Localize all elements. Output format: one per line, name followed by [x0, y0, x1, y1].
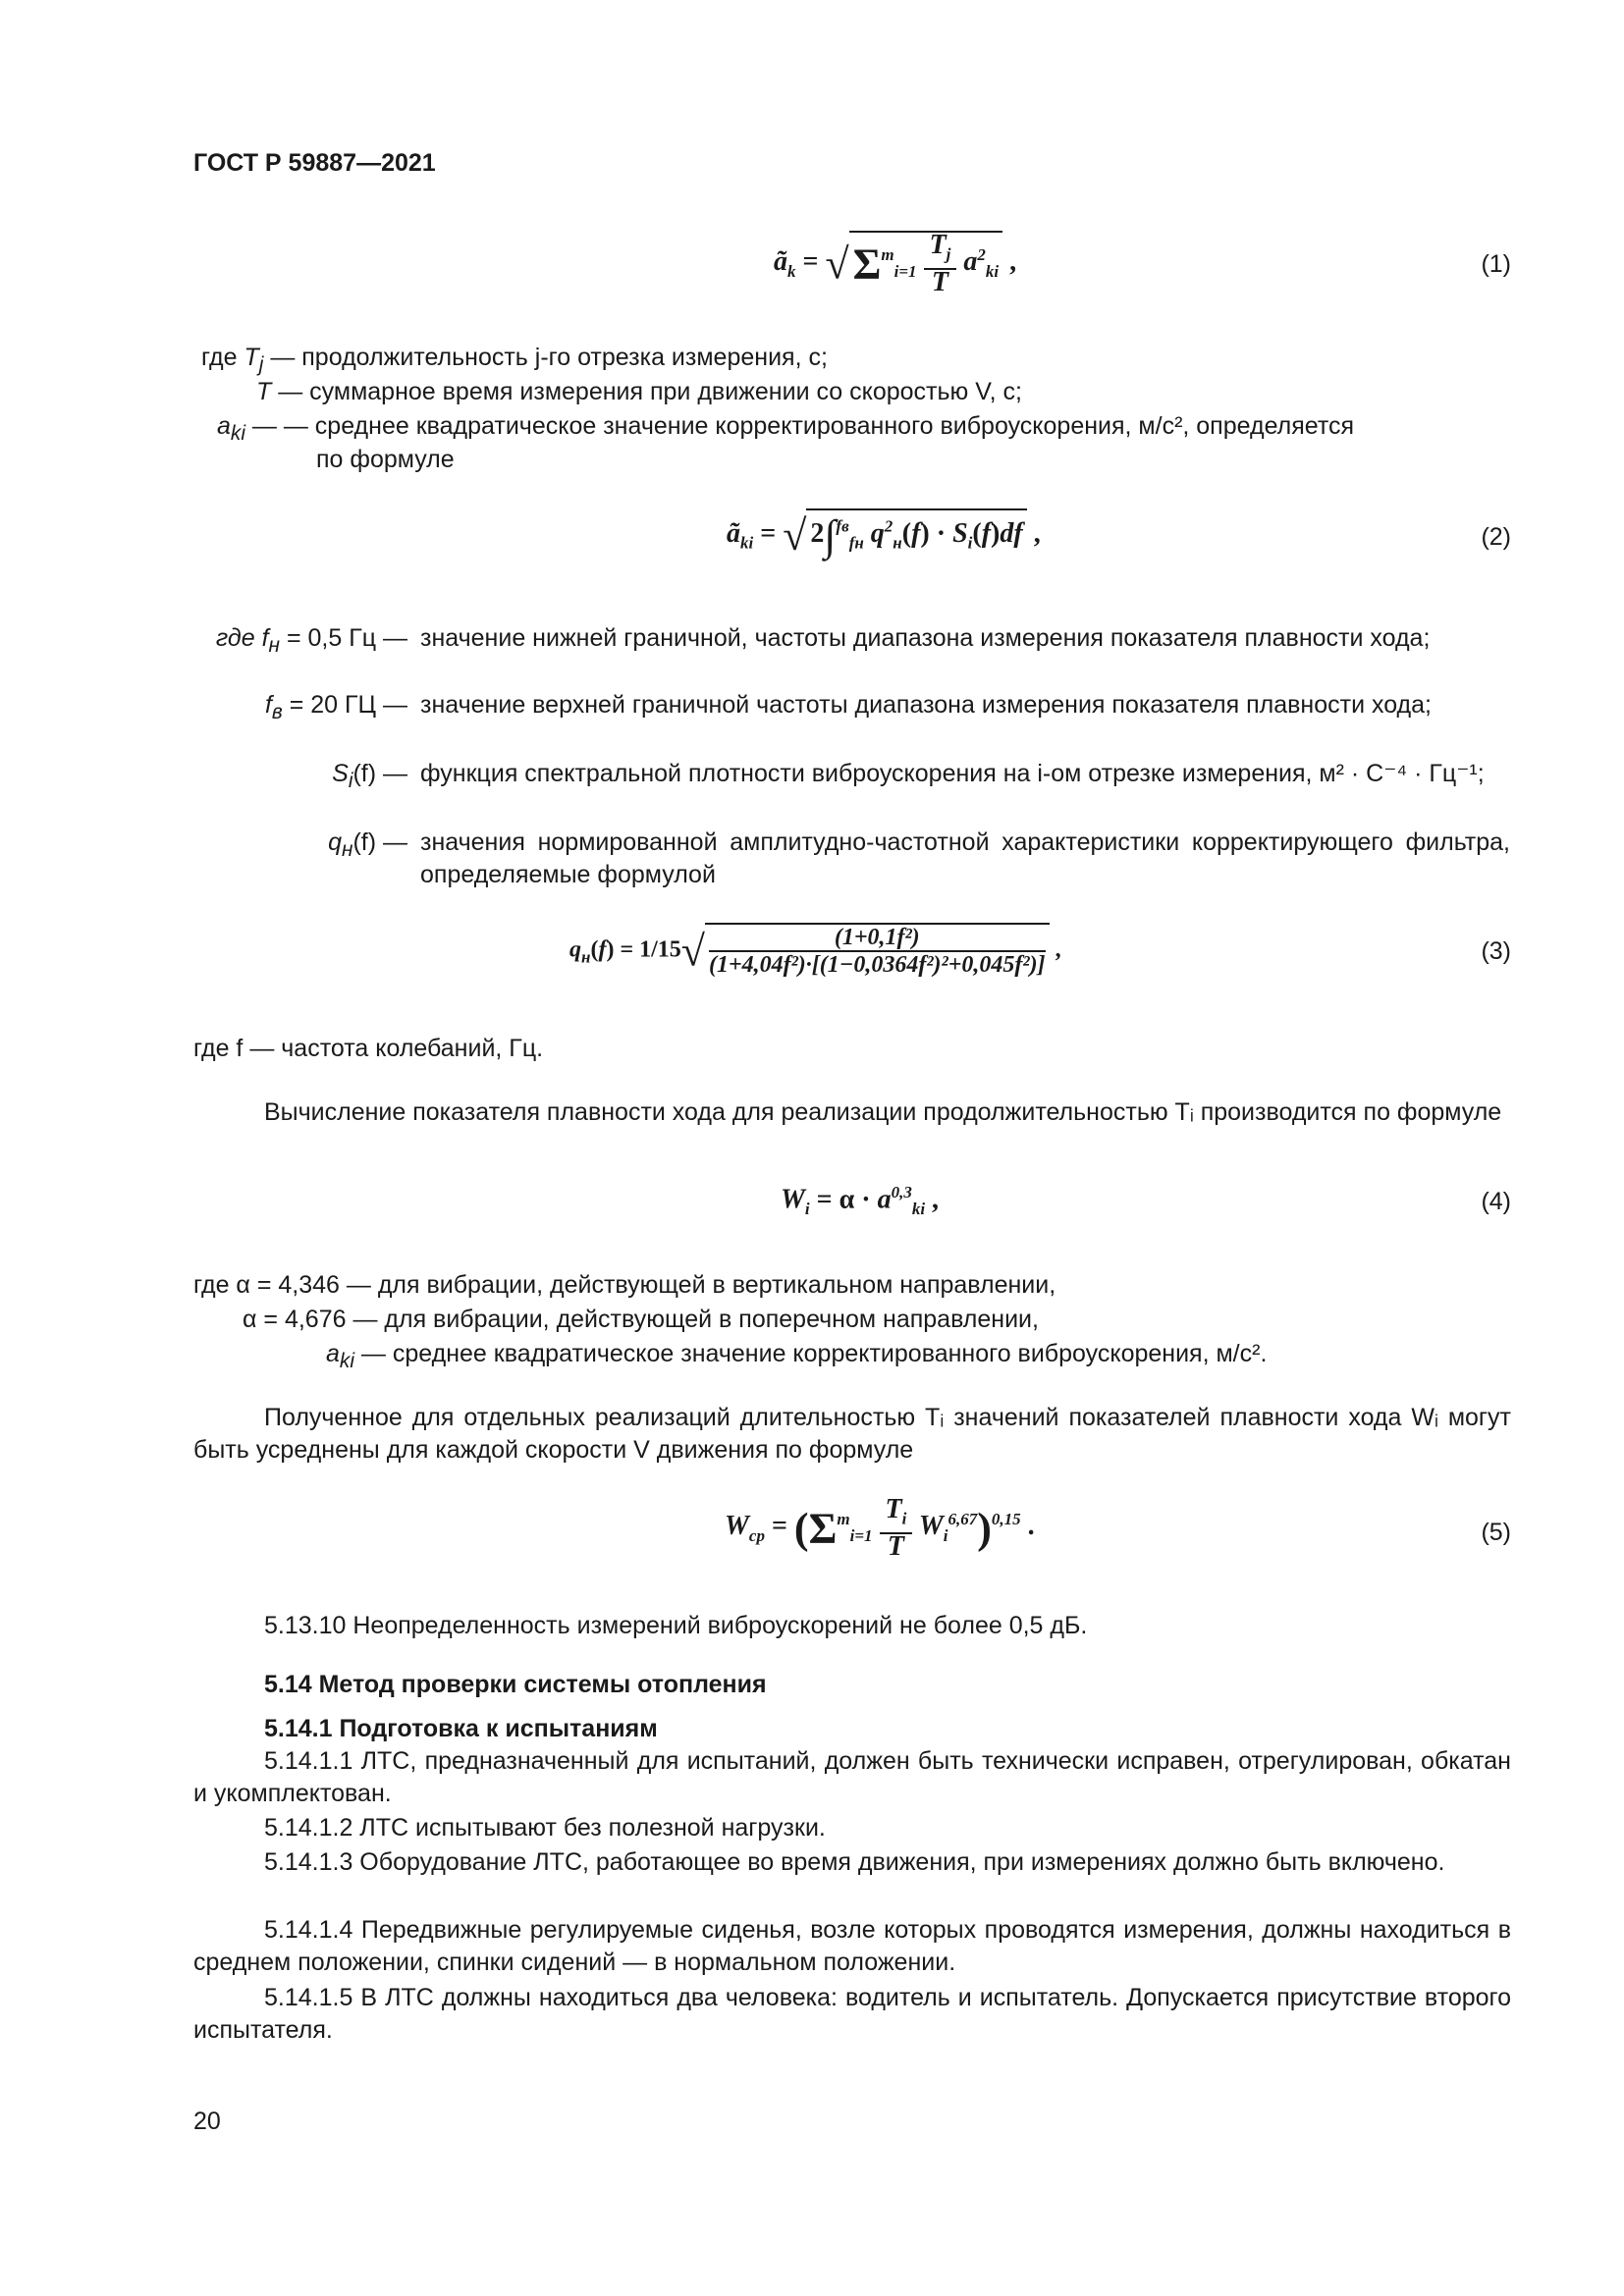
equation-number: (5)	[1481, 1519, 1511, 1546]
equation-1: $ã_k = √\Sigma^m_{i=1}$ $\frac{T_j}{T}$ $a^2_{ki}$ ,	[774, 230, 1017, 297]
def-fn-text: значение нижней граничной, частоты диапазона измерения показателя плавности хода;	[420, 624, 1431, 652]
equation-number: (3)	[1481, 937, 1511, 965]
def-qn-text: значения нормированной амплитудно-частотной характеристики корректирующего фильтра, определяемые формулой	[420, 828, 1510, 888]
equation-number: (1)	[1481, 250, 1511, 278]
clause-5-14-1-1: 5.14.1.1 ЛТС, предназначенный для испытаний, должен быть технически исправен, отрегулирован, обкатан и укомплектован.	[193, 1747, 1511, 1807]
page-header: ГОСТ Р 59887—2021	[193, 149, 436, 177]
def-aki: $a_{ki}$ — — среднее квадратическое значение корректированного виброускорения, м/с², определяется	[217, 412, 1355, 445]
def-si-label: $S_i(f)$ —	[332, 760, 407, 792]
clause-5-14-1-4: 5.14.1.4 Передвижные регулируемые сиденья, возле которых проводятся измерения, должны находиться в среднем положении, спинки сидений — в нормальном положении.	[193, 1916, 1511, 1976]
clause-5-14-1-3: 5.14.1.3 Оборудование ЛТС, работающее во время движения, при измерениях должно быть включено.	[264, 1848, 1445, 1876]
def-f: где f — частота колебаний, Гц.	[193, 1035, 544, 1062]
equation-2: $ã_{ki}$ = √ 2∫$^{fв}_{fн}$ $q^2_н(f) \cdot S_i(f)df$ ,	[727, 508, 1041, 561]
def-fv-label: $f_в = 20$ ГЦ —	[264, 691, 407, 723]
clause-5-14-1-5: 5.14.1.5 В ЛТС должны находиться два человека: водитель и испытатель. Допускается присутствие второго испытателя.	[193, 1984, 1511, 2044]
def-alpha-vertical: где α = 4,346 — для вибрации, действующей в вертикальном направлении,	[193, 1271, 1056, 1299]
def-alpha-transverse: α = 4,676 — для вибрации, действующей в поперечном направлении,	[243, 1306, 1039, 1333]
def-fv-text: значение верхней граничной частоты диапазона измерения показателя плавности хода;	[420, 691, 1432, 719]
def-tj: где $T_j$ — продолжительность j-го отрезка измерения, с;	[201, 344, 828, 376]
subsection-heading: 5.14.1 Подготовка к испытаниям	[264, 1715, 658, 1742]
paragraph: Полученное для отдельных реализаций длительностью Tᵢ значений показателей плавности хода Wᵢ могут быть усреднены для каждой скорости V движения по формуле	[193, 1404, 1511, 1464]
clause-5-14-1-2: 5.14.1.2 ЛТС испытывают без полезной нагрузки.	[264, 1814, 826, 1842]
paragraph: Вычисление показателя плавности хода для реализации продолжительностью Tᵢ производится по формуле	[264, 1098, 1502, 1126]
def-t: T — суммарное время измерения при движении со скоростью V, с;	[256, 378, 1022, 405]
clause-5-13-10: 5.13.10 Неопределенность измерений виброускорений не более 0,5 дБ.	[264, 1612, 1088, 1639]
section-heading: 5.14 Метод проверки системы отопления	[264, 1671, 767, 1698]
def-si-text: функция спектральной плотности виброускорения на i-ом отрезке измерения, м² · С⁻⁴ · Гц⁻¹;	[420, 760, 1485, 787]
equation-5: $W_{ср} = (\Sigma^m_{i=1}$ $\frac{T_i}{T}$ $W_i^{6,67})^{0,15}$ .	[725, 1494, 1035, 1562]
equation-4: $W_i = \alpha \cdot a^{0,3}_{ki}$ ,	[781, 1183, 940, 1218]
equation-number: (4)	[1481, 1188, 1511, 1215]
def-fn-label: где $f_н = 0,5$ Гц —	[215, 624, 407, 657]
equation-number: (2)	[1481, 523, 1511, 551]
def-aki-2: $a_{ki}$ — среднее квадратическое значение корректированного виброускорения, м/с².	[326, 1340, 1268, 1372]
equation-3: $q_н(f) = 1/15√$ $\frac{\text{(1+0,1f²)}}{\text{(1+4,04f²)·[(1−0,0364f²)²+0,045f²)]}}$ ,	[569, 925, 1061, 978]
def-aki-cont: по формуле	[316, 446, 455, 473]
def-qn-label: $q_н(f)$ —	[328, 828, 407, 861]
page-number: 20	[193, 2108, 221, 2135]
